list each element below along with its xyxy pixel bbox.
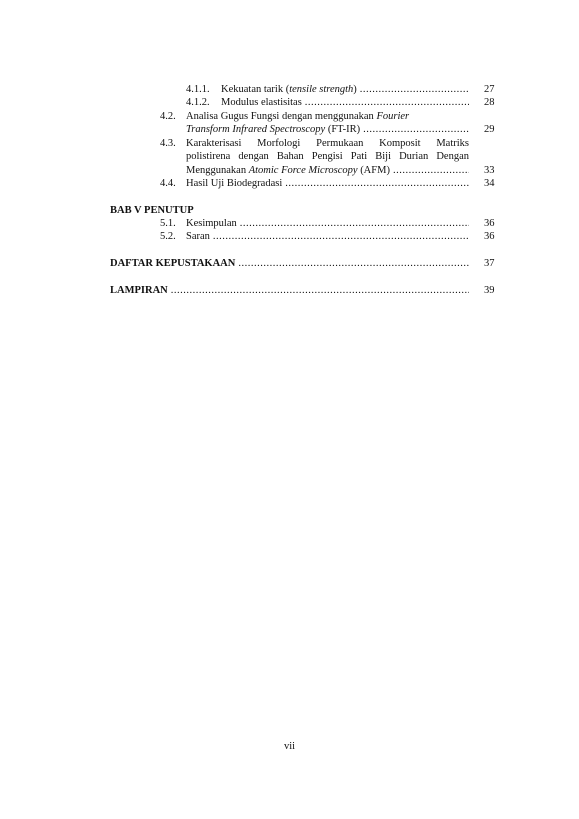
toc-title [221,83,469,97]
toc-entry-4-1-1[interactable] [0,83,579,97]
toc-page-number: 28 [484,97,495,108]
page-footer-number: vii [283,741,296,752]
toc-entry-4-1-2[interactable] [0,96,579,110]
toc-title-text: Kesimpulan [186,218,237,229]
toc-title-text: Menggunakan Atomic Force Microscopy (AFM) [186,165,390,176]
toc-page-number: 27 [484,84,495,95]
toc-leader-dots [238,257,469,271]
toc-entry-5-1[interactable] [0,217,579,231]
toc-leader-dots [285,177,469,191]
toc-number: 4.3. [160,138,176,149]
toc-leader-dots [393,164,469,178]
toc-entry-lampiran[interactable] [0,284,579,298]
toc-title-line-3 [186,164,469,178]
toc-page-number: 33 [484,165,495,176]
toc-title [110,257,469,271]
toc-number: 4.2. [160,111,176,122]
toc-title-line-1: Karakterisasi Morfologi Permukaan Komposit Matriks [186,138,469,149]
toc-title-line-1: Analisa Gugus Fungsi dengan menggunakan Fourier [186,111,410,122]
toc-page-number: 37 [484,258,495,269]
toc-entry-4-4[interactable] [0,177,579,191]
toc-leader-dots [213,230,469,244]
toc-number: 5.2. [160,231,176,242]
toc-title [186,177,469,191]
toc-leader-dots [240,217,469,231]
toc-entry-4-3-cont-2[interactable] [0,164,579,178]
toc-entry-daftar-kepustakaan[interactable] [0,257,579,271]
toc-title-text: Hasil Uji Biodegradasi [186,178,283,189]
toc-entry-4-3-cont-1 [0,150,579,164]
toc-number: 5.1. [160,218,176,229]
toc-leader-dots [360,83,469,97]
toc-title-text: LAMPIRAN [110,285,168,296]
toc-title [186,217,469,231]
toc-entry-5-2[interactable] [0,230,579,244]
toc-number: 4.1.2. [186,97,210,108]
toc-page-number: 29 [484,124,495,135]
toc-page-number: 34 [484,178,495,189]
toc-entry-4-2[interactable] [0,110,579,124]
toc-title-text: Saran [186,231,210,242]
toc-title [221,96,469,110]
toc-page-number: 36 [484,218,495,229]
toc-leader-dots [363,123,469,137]
toc-leader-dots [171,284,469,298]
toc-chapter-bab-v[interactable] [0,204,579,218]
toc-title-text: Modulus elastisitas [221,97,302,108]
chapter-heading: BAB V PENUTUP [110,205,194,216]
toc-leader-dots [305,96,469,110]
toc-number: 4.4. [160,178,176,189]
toc-title [110,284,469,298]
toc-title-line-2 [186,123,469,137]
toc-entry-4-3[interactable] [0,137,579,151]
toc-title-text: Transform Infrared Spectroscopy (FT-IR) [186,124,361,135]
toc-title-line-2: polistirena dengan Bahan Pengisi Pati Biji Durian Dengan [186,151,469,162]
toc-number: 4.1.1. [186,84,210,95]
toc-page-number: 36 [484,231,495,242]
toc-page-number: 39 [484,285,495,296]
toc-entry-4-2-cont[interactable] [0,123,579,137]
toc-title-text: Kekuatan tarik (tensile strength) [221,84,357,95]
toc-title [186,230,469,244]
toc-title-text: DAFTAR KEPUSTAKAAN [110,258,236,269]
